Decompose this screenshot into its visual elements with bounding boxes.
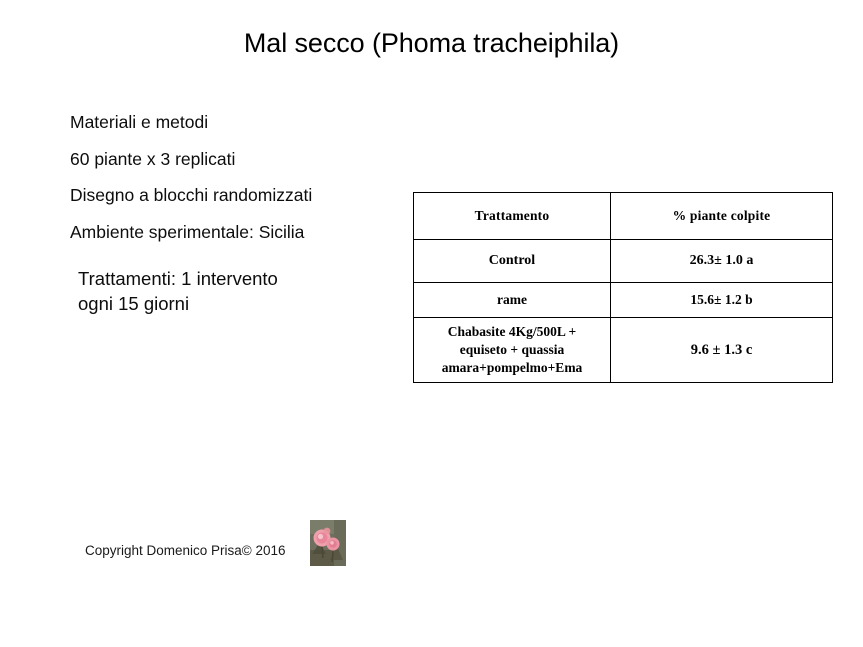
body-line-ambiente: Ambiente sperimentale: Sicilia: [70, 221, 305, 242]
copyright-notice: Copyright Domenico Prisa© 2016: [85, 543, 286, 558]
table-header-row: [414, 193, 833, 240]
cell-value-control: 26.3± 1.0 a: [611, 240, 833, 283]
cell-treatment-chabasite-line-1: Chabasite 4Kg/500L +: [447, 323, 577, 339]
body-line-materiali: Materiali e metodi: [70, 112, 209, 132]
cell-treatment-chabasite-line-2: equiseto + quassia: [459, 341, 565, 357]
body-line-disegno: Disegno a blocchi randomizzati: [70, 185, 313, 205]
cell-treatment-rame: rame: [414, 283, 611, 318]
pink-flower-photo-graphic: [310, 520, 346, 566]
body-line-piante: 60 piante x 3 replicati: [70, 148, 236, 169]
cell-value-chabasite: 9.6 ± 1.3 c: [611, 318, 833, 383]
treatments-note: [78, 267, 400, 316]
cell-value-rame: 15.6± 1.2 b: [611, 283, 833, 318]
treatments-line-2: ogni 15 giorni: [78, 292, 190, 314]
pink-flower-photo: [310, 520, 346, 566]
body-text-block: [70, 110, 400, 316]
cell-treatment-control: Control: [414, 240, 611, 283]
table-row: [414, 240, 833, 283]
results-table: [413, 192, 833, 383]
table-row: [414, 283, 833, 318]
column-header-trattamento: Trattamento: [414, 193, 611, 240]
column-header-percent-piante: % piante colpite: [611, 193, 833, 240]
treatments-line-1: Trattamenti: 1 intervento: [78, 268, 278, 289]
page-title: Mal secco (Phoma tracheiphila): [243, 28, 620, 58]
cell-treatment-chabasite-line-3: amara+pompelmo+Ema: [441, 360, 583, 376]
cell-treatment-chabasite: [414, 318, 611, 383]
table-row: [414, 318, 833, 383]
